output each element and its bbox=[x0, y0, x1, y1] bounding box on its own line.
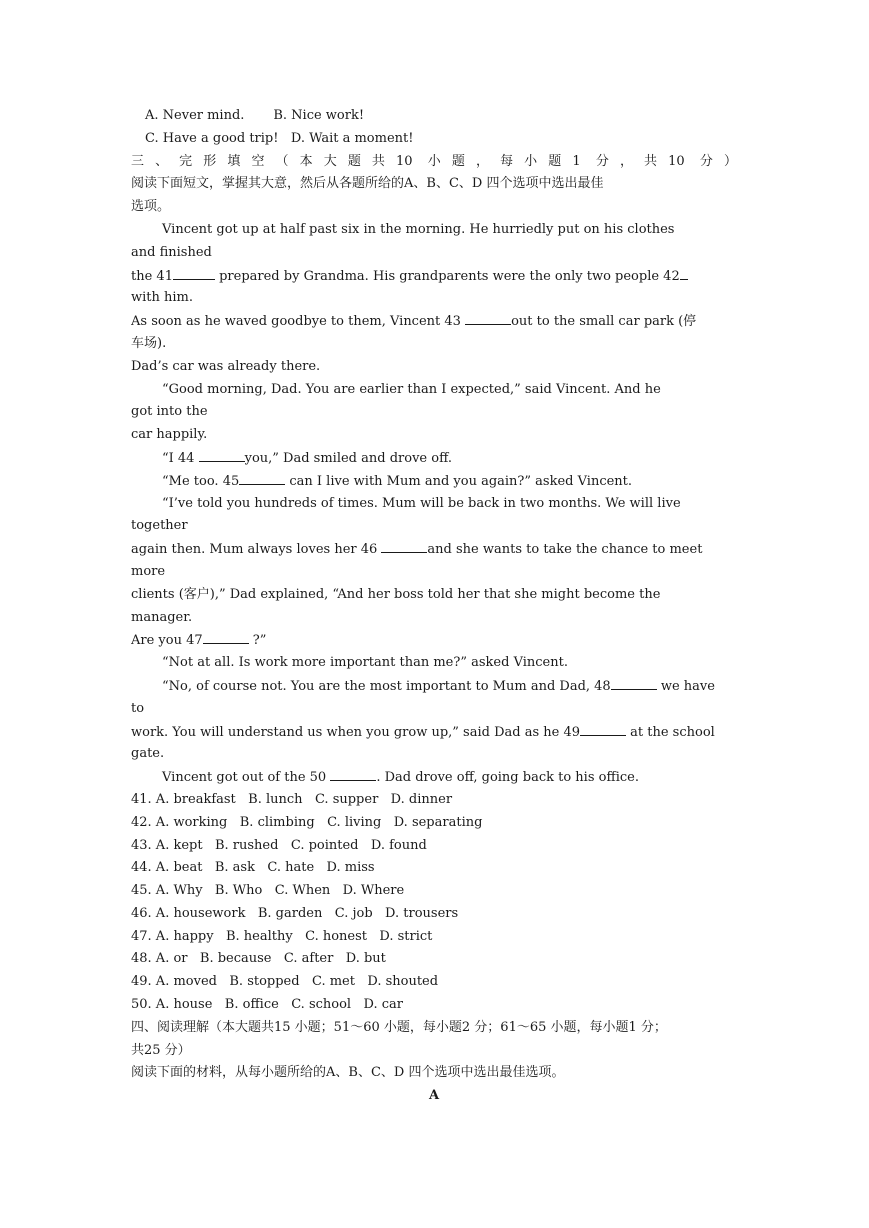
passage-line: “No, of course not. You are the most important to Mum and Dad, 48 we have bbox=[131, 675, 737, 698]
passage-line: got into the bbox=[131, 404, 208, 420]
blank-47 bbox=[203, 629, 249, 644]
passage-line: gate. bbox=[131, 746, 165, 762]
passage-line: Are you 47 ?” bbox=[131, 629, 737, 652]
section-3-heading: 三、完形填空（本大题共10 小题，每小题1 分，共10 分） bbox=[131, 153, 737, 169]
passage-line: “Me too. 45 can I live with Mum and you again?” asked Vincent. bbox=[131, 470, 737, 493]
passage-line: manager. bbox=[131, 609, 193, 625]
blank-43 bbox=[465, 310, 511, 325]
passage-line: “Good morning, Dad. You are earlier than I expected,” said Vincent. And he bbox=[162, 381, 661, 397]
blank-42 bbox=[680, 265, 688, 280]
passage-line: As soon as he waved goodbye to them, Vincent 43 out to the small car park (停 bbox=[131, 310, 737, 333]
section-3-instruction-cont: 选项。 bbox=[131, 199, 171, 215]
blank-41 bbox=[173, 265, 215, 280]
question-options: 47. A. happy B. healthy C. honest D. strict bbox=[131, 928, 433, 944]
section-4-heading-cont: 共25 分） bbox=[131, 1042, 191, 1058]
question-options: 48. A. or B. because C. after D. but bbox=[131, 951, 386, 967]
passage-line: “I’ve told you hundreds of times. Mum will be back in two months. We will live bbox=[162, 495, 681, 511]
passage-line: “Not at all. Is work more important than me?” asked Vincent. bbox=[162, 655, 568, 671]
passage-line: more bbox=[131, 563, 166, 579]
passage-line: work. You will understand us when you grow up,” said Dad as he 49 at the school bbox=[131, 721, 737, 744]
question-options: 49. A. moved B. stopped C. met D. shouted bbox=[131, 974, 439, 990]
question-options: 43. A. kept B. rushed C. pointed D. found bbox=[131, 837, 427, 853]
section-4-heading: 四、阅读理解（本大题共15 小题；51～60 小题，每小题2 分；61～65 小题，每小题1 分； bbox=[131, 1019, 667, 1035]
passage-line: again then. Mum always loves her 46 and she wants to take the chance to meet bbox=[131, 538, 737, 561]
passage-line: 车场). bbox=[131, 335, 167, 351]
passage-line: together bbox=[131, 518, 188, 534]
passage-line: with him. bbox=[131, 290, 194, 306]
question-options: 42. A. working B. climbing C. living D. separating bbox=[131, 814, 483, 830]
section-4-instruction: 阅读下面的材料，从每小题所给的A、B、C、D 四个选项中选出最佳选项。 bbox=[131, 1065, 565, 1081]
blank-45 bbox=[239, 470, 285, 485]
passage-line: to bbox=[131, 700, 145, 716]
blank-50 bbox=[330, 766, 376, 781]
passage-line: Dad’s car was already there. bbox=[131, 358, 321, 374]
blank-49 bbox=[580, 721, 626, 736]
part-label: A bbox=[428, 1088, 440, 1104]
blank-46 bbox=[381, 538, 427, 553]
passage-line: and finished bbox=[131, 244, 212, 260]
exam-page bbox=[131, 105, 737, 1108]
passage-line: “I 44 you,” Dad smiled and drove off. bbox=[131, 447, 737, 470]
passage-line: Vincent got out of the 50 . Dad drove off, going back to his office. bbox=[131, 766, 737, 789]
blank-48 bbox=[611, 675, 657, 690]
blank-44 bbox=[199, 447, 245, 462]
option-line-cd: C. Have a good trip! D. Wait a moment! bbox=[145, 130, 414, 146]
passage-line: clients (客户),” Dad explained, “And her boss told her that she might become the bbox=[131, 586, 661, 602]
question-options: 41. A. breakfast B. lunch C. supper D. dinner bbox=[131, 791, 453, 807]
option-line-ab: A. Never mind. B. Nice work! bbox=[145, 108, 365, 123]
question-options: 46. A. housework B. garden C. job D. trousers bbox=[131, 905, 459, 921]
question-options: 45. A. Why B. Who C. When D. Where bbox=[131, 883, 405, 899]
question-options: 44. A. beat B. ask C. hate D. miss bbox=[131, 860, 375, 876]
passage-line: car happily. bbox=[131, 427, 208, 443]
section-3-instruction: 阅读下面短文，掌握其大意，然后从各题所给的A、B、C、D 四个选项中选出最佳 bbox=[131, 176, 604, 192]
passage-line: Vincent got up at half past six in the morning. He hurriedly put on his clothes bbox=[162, 221, 675, 237]
question-options: 50. A. house B. office C. school D. car bbox=[131, 997, 403, 1013]
passage-line: the 41 prepared by Grandma. His grandparents were the only two people 42 bbox=[131, 265, 737, 288]
